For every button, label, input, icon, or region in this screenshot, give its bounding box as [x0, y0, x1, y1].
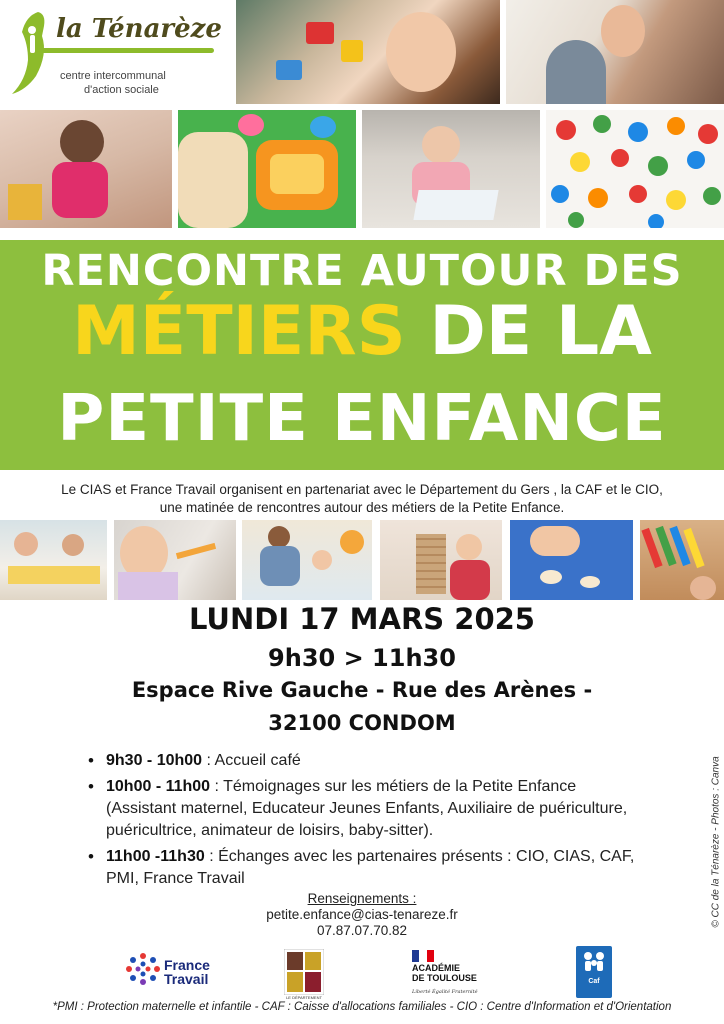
photo-kids-table	[0, 520, 107, 600]
footnote: *PMI : Protection maternelle et infantile - CAF : Caisse d'allocations familiales - CIO : Centre d'Information et d'Orientation	[52, 1001, 672, 1013]
event-place-line-2: 32100 CONDOM	[268, 711, 456, 735]
intro-line-1: Le CIAS et France Travail organisent en partenariat avec le Département du Gers , la CAF et le CIO,	[61, 482, 663, 497]
logo-subtitle-line1: centre intercommunal	[60, 70, 166, 82]
photo-toy-phone	[178, 110, 356, 228]
program-item-time: 11h00 -11h30	[106, 848, 205, 865]
photo-credit: © CC de la Ténarèze - Photos : Canva	[710, 756, 722, 928]
photo-handprints	[546, 110, 724, 228]
program-item-time: 9h30 - 10h00	[106, 752, 203, 769]
photo-baby-book	[362, 110, 540, 228]
academie-line-2: DE TOULOUSE	[412, 973, 477, 983]
program-item-text: : Accueil café	[202, 752, 301, 769]
photo-girl-blocks	[0, 110, 172, 228]
event-place-line-1: Espace Rive Gauche - Rue des Arènes -	[131, 678, 593, 702]
cias-logo	[0, 0, 228, 104]
photo-clay-play	[510, 520, 633, 600]
photo-jenga-blocks	[380, 520, 502, 600]
photo-mother-child	[506, 0, 724, 104]
france-travail-text	[164, 958, 210, 986]
banner-line-2-rest: DE LA	[405, 292, 652, 371]
contact-email[interactable]: petite.enfance@cias-tenareze.fr	[266, 907, 458, 922]
academie-text	[412, 963, 477, 983]
photo-baby-eating	[114, 520, 236, 600]
france-travail-line-2: Travail	[164, 971, 209, 987]
photo-educator-children	[242, 520, 372, 600]
banner-line-1: RENCONTRE AUTOUR DES	[41, 246, 683, 296]
logo-underline	[38, 48, 214, 53]
event-date: LUNDI 17 MARS 2025	[188, 602, 535, 636]
event-time: 9h30 > 11h30	[268, 644, 456, 672]
contact-heading: Renseignements :	[307, 891, 417, 906]
program-item	[88, 776, 648, 842]
contact-block	[0, 891, 724, 939]
academie-toulouse-logo	[412, 947, 486, 999]
photo-child-beads	[236, 0, 500, 104]
program-item-time: 10h00 - 11h00	[106, 778, 211, 795]
marianne-flag-icon	[412, 950, 434, 962]
france-travail-line-1: France	[164, 957, 210, 973]
photo-colored-pencils	[640, 520, 724, 600]
logo-title: la Ténarèze	[56, 14, 222, 44]
departement-label: LE DÉPARTEMENT	[286, 995, 322, 1000]
france-travail-dots-icon	[126, 952, 160, 986]
program-item	[88, 846, 648, 890]
program-item	[88, 750, 648, 772]
france-travail-logo	[126, 952, 218, 988]
intro-line-2: une matinée de rencontres autour des métiers de la Petite Enfance.	[159, 500, 565, 515]
banner-line-3: PETITE ENFANCE	[57, 382, 667, 456]
title-banner	[0, 240, 724, 470]
banner-line-2	[0, 292, 724, 371]
academie-motto: Liberté Égalité Fraternité	[412, 989, 478, 995]
departement-gers-logo	[284, 949, 324, 1001]
caf-label: Caf	[588, 978, 600, 985]
contact-phone[interactable]: 07.87.07.70.82	[316, 923, 408, 938]
handprints-art	[546, 110, 724, 228]
program-list	[88, 750, 648, 894]
caf-family-icon	[576, 946, 612, 976]
intro-text	[0, 481, 724, 517]
caf-logo	[576, 946, 612, 998]
caf-badge	[576, 946, 612, 998]
program-item-text: : Échanges avec les partenaires présents : CIO, CIAS, CAF, PMI, France Travail	[106, 848, 635, 887]
banner-accent-word: MÉTIERS	[72, 292, 406, 371]
logo-subtitle-line2: d'action sociale	[84, 84, 159, 96]
departement-emblem-icon	[284, 949, 324, 995]
academie-line-1: ACADÉMIE	[412, 963, 461, 973]
program-item-text: : Témoignages sur les métiers de la Petite Enfance (Assistant maternel, Educateur Jeunes Enfants, Auxiliaire de puériculture, puéricultrice, animateur de loisirs, baby-sitter).	[106, 778, 628, 839]
